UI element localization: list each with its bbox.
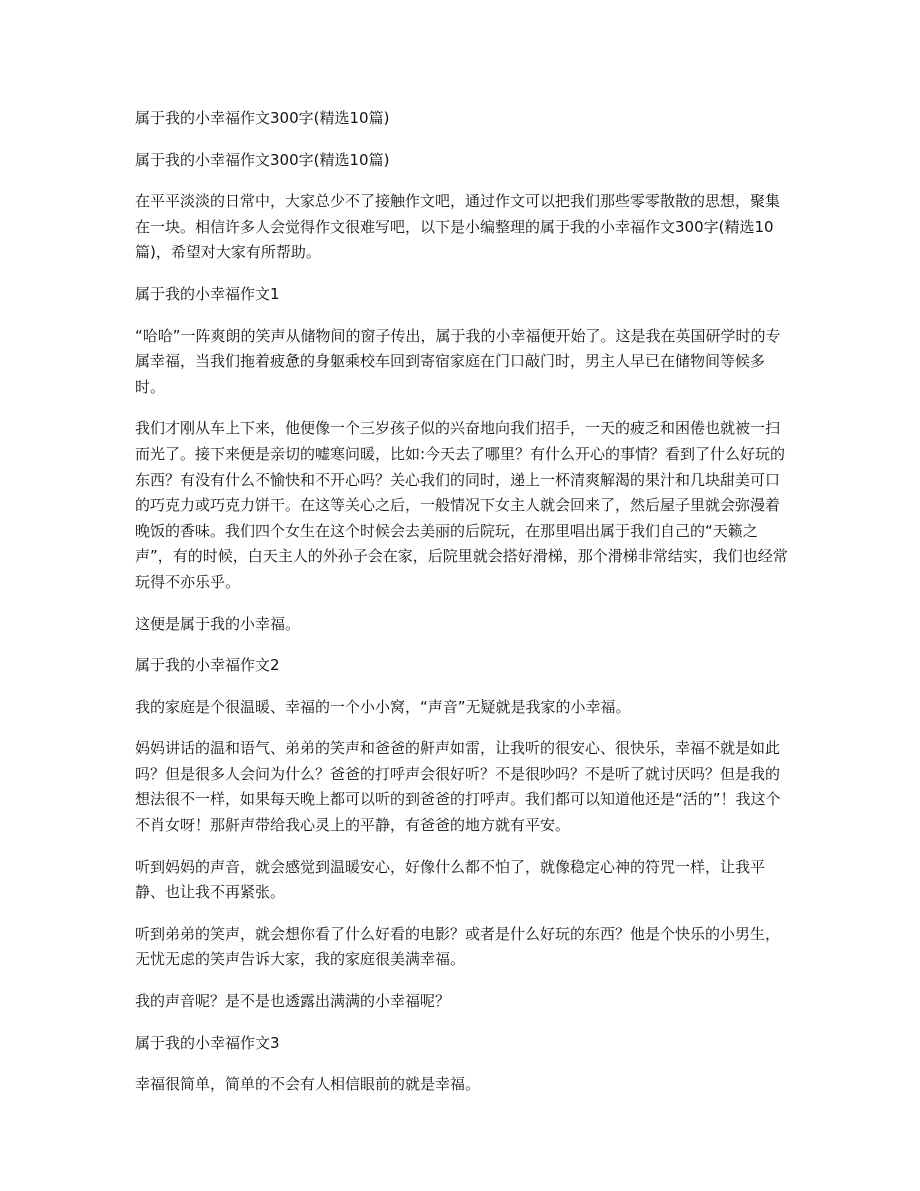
paragraph: 我的声音呢？是不是也透露出满满的小幸福呢？ bbox=[135, 992, 451, 1011]
paragraph: “哈哈”一阵爽朗的笑声从储物间的窗子传出，属于我的小幸福便开始了。这是我在英国研学时的专属幸福，当我们拖着疲惫的身躯乘校车回到寄宿家庭在门口敲门时，男主人早已在储物间等候多时。 bbox=[135, 326, 781, 396]
paragraph: 听到妈妈的声音，就会感觉到温暖安心，好像什么都不怕了，就像稳定心神的符咒一样，让我平静、也让我不再紧张。 bbox=[135, 857, 766, 902]
section-heading-2: 属于我的小幸福作文2 bbox=[135, 656, 280, 675]
document-subtitle: 属于我的小幸福作文300字(精选10篇) bbox=[135, 150, 390, 169]
section-heading-3: 属于我的小幸福作文3 bbox=[135, 1033, 280, 1052]
paragraph: 幸福很简单，简单的不会有人相信眼前的就是幸福。 bbox=[135, 1075, 481, 1094]
paragraph: 妈妈讲话的温和语气、弟弟的笑声和爸爸的鼾声如雷，让我听的很安心、很快乐，幸福不就是如此吗？但是很多人会问为什么？爸爸的打呼声会很好听？不是很吵吗？不是听了就讨厌吗？但是我的想法很不一样，如果每天晚上都可以听的到爸爸的打呼声。我们都可以知道他还是“活的”！我这个不肖女呀！那鼾声带给我心灵上的平静，有爸爸的地方就有平安。 bbox=[135, 739, 781, 835]
paragraph: 我的家庭是个很温暖、幸福的一个小小窝，“声音”无疑就是我家的小幸福。 bbox=[135, 697, 631, 716]
section-heading-1: 属于我的小幸福作文1 bbox=[135, 284, 280, 303]
paragraph: 我们才刚从车上下来，他便像一个三岁孩子似的兴奋地向我们招手，一天的疲乏和困倦也就被一扫而光了。接下来便是亲切的嘘寒问暖，比如:今天去了哪里？有什么开心的事情？看到了什么好玩的东西？有没有什么不愉快和不开心吗？关心我们的同时，递上一杯清爽解渴的果汁和几块甜美可口的巧克力或巧克力饼干。在这等关心之后，一般情况下女主人就会回来了，然后屋子里就会弥漫着晚饭的香味。我们四个女生在这个时候会去美丽的后院玩，在那里唱出属于我们自己的“天籁之声”，有的时候，白天主人的外孙子会在家，后院里就会搭好滑梯，那个滑梯非常结实，我们也经常玩得不亦乐乎。 bbox=[135, 419, 788, 591]
paragraph: 听到弟弟的笑声，就会想你看了什么好看的电影？或者是什么好玩的东西？他是个快乐的小男生，无忧无虑的笑声告诉大家，我的家庭很美满幸福。 bbox=[135, 924, 781, 969]
document-title: 属于我的小幸福作文300字(精选10篇) bbox=[135, 109, 390, 127]
paragraph: 这便是属于我的小幸福。 bbox=[135, 614, 301, 633]
document-page bbox=[135, 106, 791, 1114]
intro-paragraph: 在平平淡淡的日常中，大家总少不了接触作文吧，通过作文可以把我们那些零零散散的思想，聚集在一块。相信许多人会觉得作文很难写吧，以下是小编整理的属于我的小幸福作文300字(精选10篇)，希望对大家有所帮助。 bbox=[135, 192, 781, 262]
